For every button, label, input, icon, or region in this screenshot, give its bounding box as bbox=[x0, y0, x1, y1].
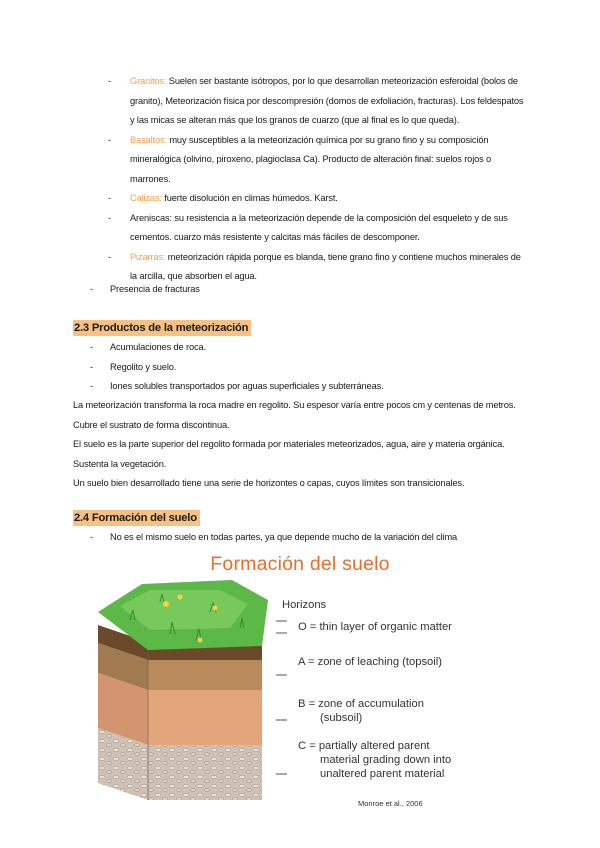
text-line: marrones. bbox=[130, 173, 171, 184]
flower bbox=[178, 595, 183, 600]
paragraph-line: Cubre el sustrato de forma discontinua. bbox=[73, 419, 230, 430]
list-item: - Presencia de fracturas bbox=[90, 280, 550, 300]
text-line: fuerte disolución en climas húmedos. Karst. bbox=[161, 193, 338, 203]
horizon-b-label-1: B = zone of accumulation bbox=[298, 698, 424, 710]
flower bbox=[163, 601, 169, 607]
text-line: meteorización rápida porque es blanda, tiene grano fino y contiene muchos minerales de bbox=[165, 251, 521, 262]
horizon-b-label-2: (subsoil) bbox=[320, 712, 363, 724]
term-granitos: Granitos: bbox=[130, 76, 167, 86]
list-item: - Acumulaciones de roca. bbox=[90, 338, 550, 358]
term-pizarras: Pizarras: bbox=[130, 251, 166, 262]
list-item: - No es el mismo suelo en todas partes, ya que depende mucho de la variación del clima bbox=[90, 528, 550, 548]
horizon-c-label-1: C = partially altered parent bbox=[298, 740, 430, 752]
figure-credit: Monroe et al., 2006 bbox=[358, 799, 423, 808]
text-line: y las micas se alteran más que los granos de cuarzo (que al final es lo que queda). bbox=[130, 115, 460, 125]
horizon-a-label: A = zone of leaching (topsoil) bbox=[298, 656, 442, 668]
list-item: - Regolito y suelo. bbox=[90, 358, 550, 378]
horizon-c-front bbox=[148, 745, 262, 800]
flower bbox=[213, 606, 218, 611]
text-line: la arcilla, que absorben el agua. bbox=[130, 271, 257, 281]
figure-title: Formación del suelo bbox=[210, 553, 390, 575]
section-heading-2-3: 2.3 Productos de la meteorización bbox=[73, 320, 251, 336]
horizon-c-label-2: material grading down into bbox=[320, 754, 452, 766]
horizon-c-label-3: unaltered parent material bbox=[320, 768, 445, 780]
text-line: granito), Meteorización física por descompresión (domos de exfoliación, fracturas). Los feldespatos bbox=[130, 95, 524, 106]
horizon-a-front bbox=[148, 660, 262, 690]
paragraph-line: La meteorización transforma la roca madre en regolito. Su espesor varía entre pocos cm y centenas de metros. bbox=[73, 400, 516, 410]
term-basaltos: Basaltos: bbox=[130, 134, 167, 145]
horizon-o-label: O = thin layer of organic matter bbox=[298, 621, 452, 633]
text-line: Suelen ser bastante isótropos, por lo que desarrollan meteorización esferoidal (bolos de bbox=[166, 76, 518, 86]
horizon-b-front bbox=[148, 690, 262, 745]
horizons-title: Horizons bbox=[282, 599, 327, 611]
paragraph-line: Sustenta la vegetación. bbox=[73, 458, 167, 469]
text-line: muy susceptibles a la meteorización química por su grano fino y su composición bbox=[166, 134, 489, 145]
text-line: mineralógica (olivino, piroxeno, plagioclasa Ca). Producto de alteración final: suelos rojos o bbox=[130, 154, 492, 164]
text-line: cementos. cuarzo más resistente y calcitas más fáciles de descomponer. bbox=[130, 232, 420, 242]
term-calizas: Calizas: bbox=[130, 193, 162, 203]
flower bbox=[198, 638, 203, 643]
soil-block-front bbox=[98, 625, 262, 800]
list-item: - Iones solubles transportados por aguas superficiales y subterráneas. bbox=[90, 377, 550, 397]
section-heading-2-4: 2.4 Formación del suelo bbox=[73, 510, 200, 526]
paragraph-line: El suelo es la parte superior del regolito formada por materiales meteorizados, agua, aire y materia orgánica. bbox=[73, 439, 505, 449]
text-line: Areniscas: su resistencia a la meteorización depende de la composición del esqueleto y de sus bbox=[130, 212, 508, 223]
paragraph-line: Un suelo bien desarrollado tiene una serie de horizontes o capas, cuyos límites son transicionales. bbox=[73, 478, 465, 488]
horizon-ticks bbox=[276, 621, 287, 774]
